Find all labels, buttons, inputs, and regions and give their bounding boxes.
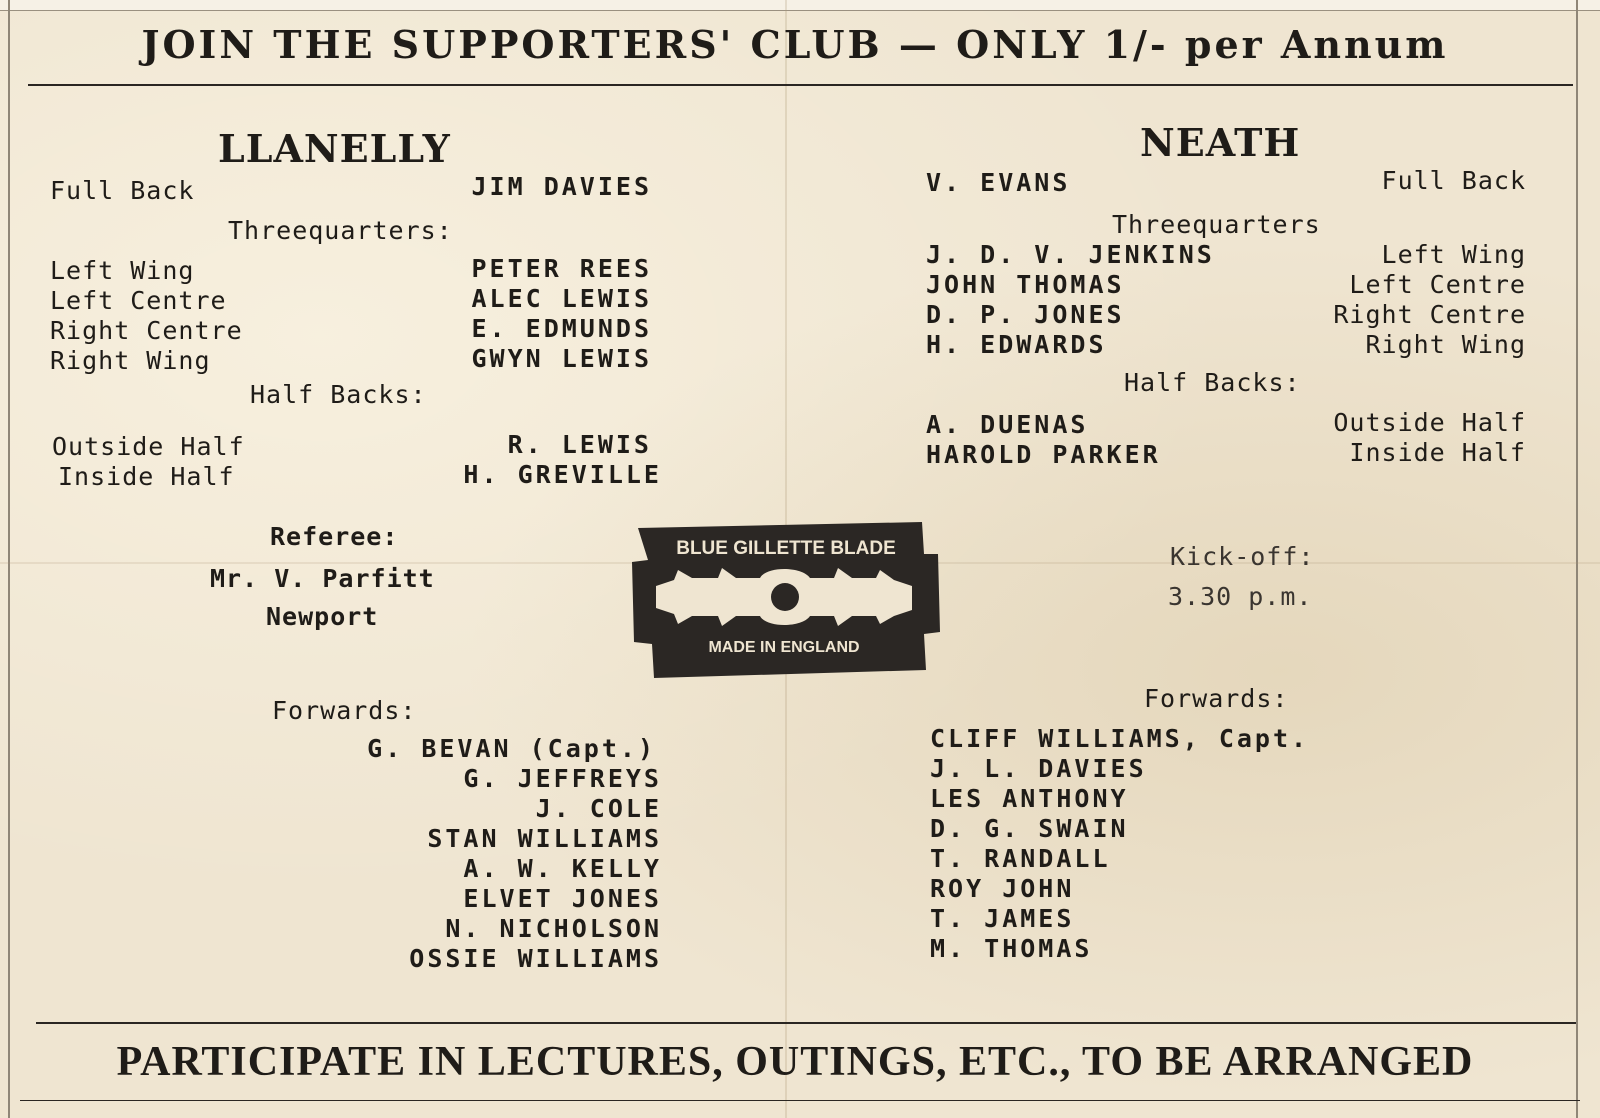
footer-bottom-rule [20, 1100, 1580, 1101]
home-player: R. LEWIS [507, 430, 652, 459]
away-position: Left Wing [1381, 240, 1526, 269]
away-player: J. D. V. JENKINS [926, 240, 1215, 269]
away-full-back-name: V. EVANS [926, 168, 1071, 197]
page-top-edge [0, 0, 1600, 11]
home-forward: G. JEFFREYS [463, 764, 662, 793]
footer-banner: PARTICIPATE IN LECTURES, OUTINGS, ETC., TO BE ARRANGED [116, 1039, 1474, 1085]
away-full-back-label: Full Back [1381, 166, 1526, 195]
advert-bottom-text: MADE IN ENGLAND [708, 639, 860, 656]
home-position: Right Wing [50, 346, 211, 375]
home-player: PETER REES [471, 254, 652, 283]
away-forward: T. RANDALL [930, 844, 1111, 873]
home-player: E. EDMUNDS [471, 314, 652, 343]
page-left-edge [0, 0, 10, 1118]
page-right-edge [1576, 0, 1578, 1118]
away-threequarters-heading: Threequarters [1112, 210, 1321, 239]
home-full-back-name: JIM DAVIES [471, 172, 652, 201]
home-half-backs-heading: Half Backs: [250, 380, 427, 409]
away-forward: ROY JOHN [930, 874, 1075, 903]
away-forward: CLIFF WILLIAMS, Capt. [930, 724, 1310, 753]
away-player: JOHN THOMAS [926, 270, 1125, 299]
home-forward: G. BEVAN (Capt.) [367, 734, 656, 763]
home-player: ALEC LEWIS [471, 284, 652, 313]
home-full-back-label: Full Back [50, 176, 195, 205]
home-forward: STAN WILLIAMS [427, 824, 662, 853]
home-position: Left Wing [50, 256, 195, 285]
away-player: H. EDWARDS [926, 330, 1107, 359]
header-rule [28, 84, 1573, 86]
away-player: A. DUENAS [926, 410, 1089, 439]
away-player: D. P. JONES [926, 300, 1125, 329]
razor-blade-icon [626, 520, 944, 686]
gillette-blade-advert [626, 520, 944, 686]
away-position: Left Centre [1349, 270, 1526, 299]
away-position: Inside Half [1349, 438, 1526, 467]
away-player: HAROLD PARKER [926, 440, 1161, 469]
referee-heading: Referee: [270, 522, 399, 551]
away-position: Right Wing [1365, 330, 1526, 359]
header-banner: JOIN THE SUPPORTERS' CLUB — ONLY 1/- per Annum [141, 22, 1449, 67]
home-forward: ELVET JONES [463, 884, 662, 913]
home-forward: A. W. KELLY [463, 854, 662, 883]
away-forward: J. L. DAVIES [930, 754, 1147, 783]
away-forward: M. THOMAS [930, 934, 1093, 963]
footer-top-rule [36, 1022, 1576, 1024]
home-threequarters-heading: Threequarters: [228, 216, 453, 245]
home-position: Left Centre [50, 286, 227, 315]
home-forward: N. NICHOLSON [445, 914, 662, 943]
referee-name: Mr. V. Parfitt [210, 564, 435, 593]
away-forward: D. G. SWAIN [930, 814, 1129, 843]
advert-top-text: BLUE GILLETTE BLADE [676, 538, 896, 559]
home-position: Inside Half [58, 462, 235, 491]
home-player: GWYN LEWIS [471, 344, 652, 373]
kickoff-heading: Kick-off: [1170, 542, 1315, 571]
away-forward: LES ANTHONY [930, 784, 1129, 813]
away-half-backs-heading: Half Backs: [1124, 368, 1301, 397]
home-position: Outside Half [52, 432, 245, 461]
away-forwards-heading: Forwards: [1144, 684, 1289, 713]
home-position: Right Centre [50, 316, 243, 345]
away-forward: T. JAMES [930, 904, 1075, 933]
home-forwards-heading: Forwards: [272, 696, 417, 725]
away-position: Right Centre [1333, 300, 1526, 329]
referee-town: Newport [266, 602, 379, 631]
home-forward: J. COLE [535, 794, 662, 823]
kickoff-time: 3.30 p.m. [1168, 582, 1313, 611]
home-forward: OSSIE WILLIAMS [409, 944, 662, 973]
away-position: Outside Half [1333, 408, 1526, 437]
home-team-name: LLANELLY [218, 126, 451, 171]
away-team-name: NEATH [1140, 120, 1301, 165]
home-player: H. GREVILLE [463, 460, 662, 489]
